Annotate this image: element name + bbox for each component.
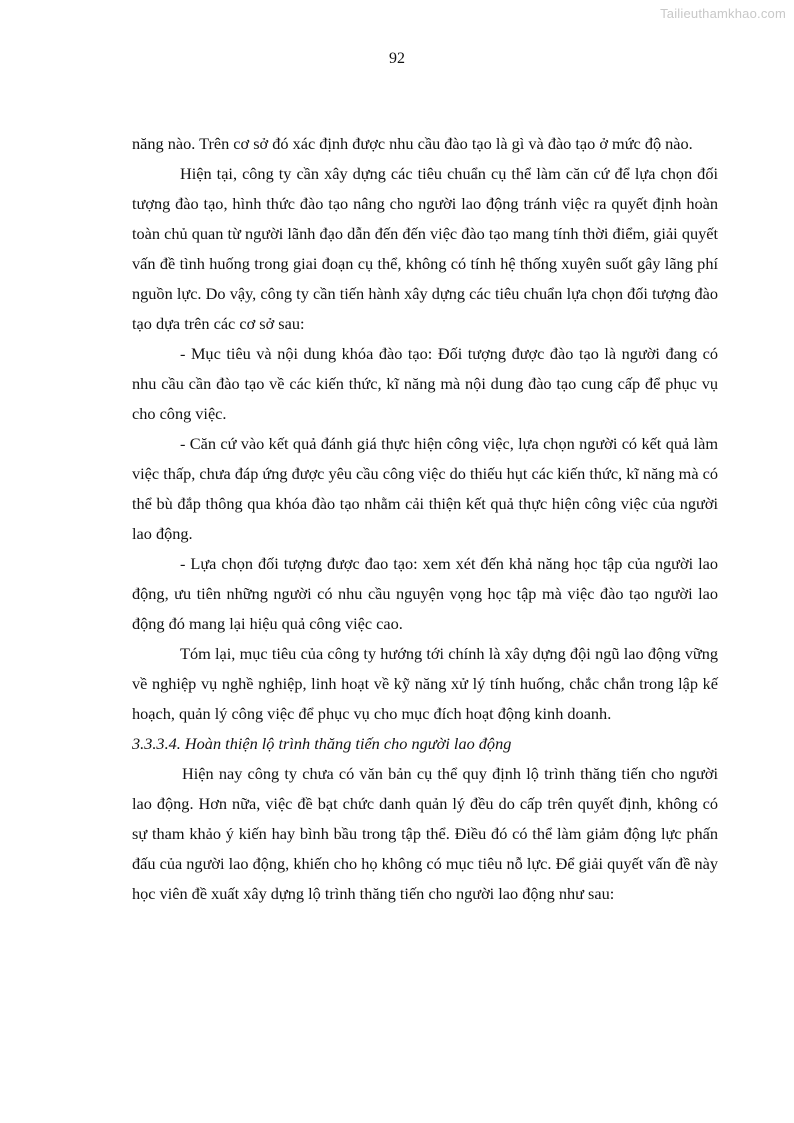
paragraph-summary: Tóm lại, mục tiêu của công ty hướng tới chính là xây dựng đội ngũ lao động vững về nghiệp vụ nghề nghiệp, linh hoạt về kỹ năng xử lý tính huống, chắc chắn trong lập kế hoạch, quản lý công việc để phục vụ cho mục đích hoạt động kinh doanh.	[132, 644, 718, 723]
paragraph-continuation: năng nào. Trên cơ sở đó xác định được nhu cầu đào tạo là gì và đào tạo ở mức độ nào.	[132, 134, 693, 153]
bullet-performance-evaluation: - Căn cứ vào kết quả đánh giá thực hiện công việc, lựa chọn người có kết quả làm việc thấp, chưa đáp ứng được yêu cầu công việc do thiếu hụt các kiến thức, kĩ năng mà có thể bù đắp thông qua khóa đào tạo nhằm cải thiện kết quả thực hiện công việc của người lao động.	[132, 434, 718, 543]
paragraph-selection-criteria: Hiện tại, công ty cần xây dựng các tiêu chuẩn cụ thể làm căn cứ để lựa chọn đối tượng đào tạo, hình thức đào tạo nâng cho người lao động tránh việc ra quyết định hoàn toàn chủ quan từ người lãnh đạo dẫn đến đến việc đào tạo mang tính thời điểm, giải quyết vấn đề tình huống trong giai đoạn cụ thể, không có tính hệ thống xuyên suốt gây lãng phí nguồn lực. Do vậy, công ty cần tiến hành xây dựng các tiêu chuẩn lựa chọn đối tượng đào tạo dựa trên các cơ sở sau:	[132, 164, 718, 333]
paragraph-promotion-path: Hiện nay công ty chưa có văn bản cụ thể quy định lộ trình thăng tiến cho người lao động. Hơn nữa, việc đề bạt chức danh quản lý đều do cấp trên quyết định, không có sự tham khảo ý kiến hay bình bầu trong tập thể. Điều đó có thể làm giảm động lực phấn đấu của người lao động, khiến cho họ không có mục tiêu nỗ lực. Để giải quyết vấn đề này học viên đề xuất xây dựng lộ trình thăng tiến cho người lao động như sau:	[132, 764, 718, 903]
section-heading: 3.3.3.4. Hoàn thiện lộ trình thăng tiến cho người lao động	[132, 734, 512, 753]
page-number: 92	[389, 50, 405, 67]
document-body	[132, 129, 718, 909]
bullet-trainee-selection: - Lựa chọn đối tượng được đao tạo: xem xét đến khả năng học tập của người lao động, ưu tiên những người có nhu cầu nguyện vọng học tập mà việc đào tạo người lao động đó mang lại hiệu quả công việc cao.	[132, 554, 718, 633]
watermark: Tailieuthamkhao.com	[660, 6, 786, 21]
bullet-training-objectives: - Mục tiêu và nội dung khóa đào tạo: Đối tượng được đào tạo là người đang có nhu cầu cần đào tạo về các kiến thức, kĩ năng mà nội dung đào tạo cung cấp để phục vụ cho công việc.	[132, 344, 718, 423]
